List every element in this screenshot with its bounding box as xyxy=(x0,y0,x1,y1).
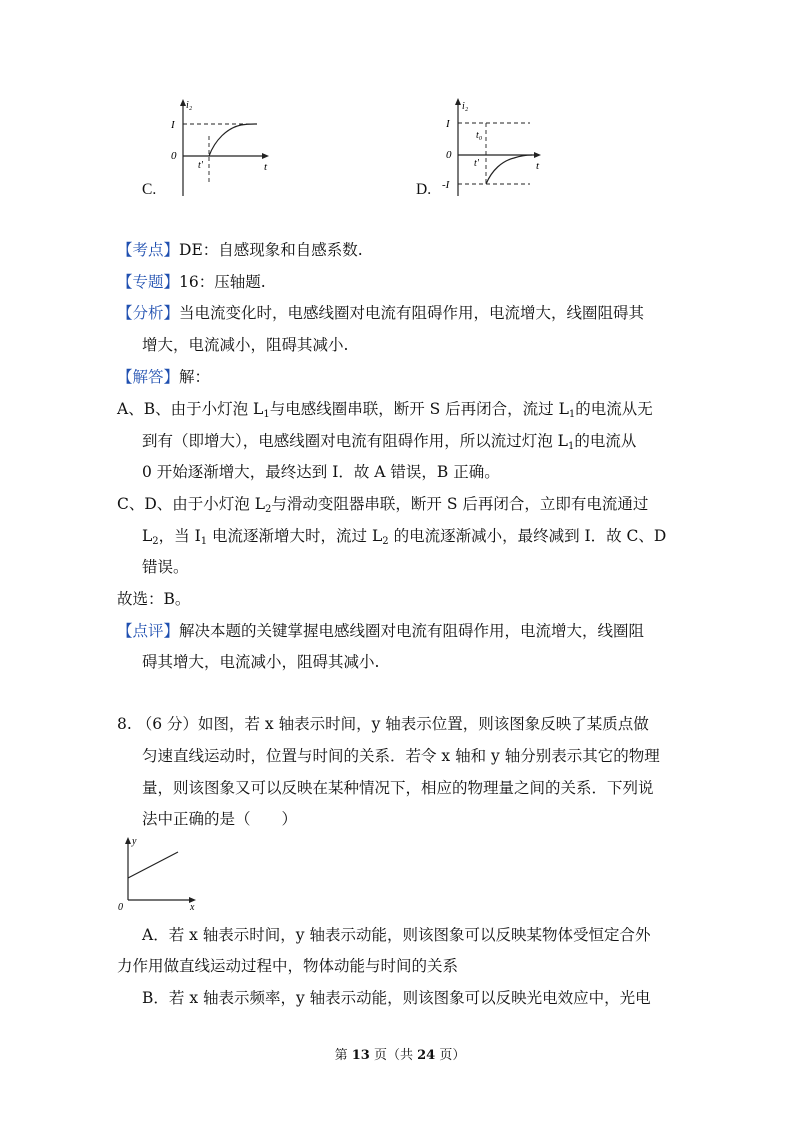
d-negI-label: -I xyxy=(442,179,450,191)
c-zero-label: 0 xyxy=(171,150,177,162)
q8-zero-label: 0 xyxy=(118,902,123,913)
ab-text-a: A、B、由于小灯泡 L xyxy=(117,400,264,418)
cd-l2-sub-3: 2 xyxy=(382,536,389,547)
ab-line-2 xyxy=(142,431,636,451)
ab-l2-text-b: 的电流从 xyxy=(574,432,637,450)
q8-line-graph xyxy=(128,852,178,878)
c-x-label: t xyxy=(264,161,268,173)
graph-d xyxy=(440,94,555,202)
d-tprime-label: t' xyxy=(474,158,479,169)
jieda-text: 解： xyxy=(179,368,211,386)
cd-text-b: 与滑动变阻器串联，断开 S 后再闭合，立即有电流通过 xyxy=(271,495,649,513)
kaodian-line xyxy=(117,240,363,260)
fenxi-line-1 xyxy=(117,303,644,323)
c-y-label: i₂ xyxy=(186,100,193,111)
footer-mid: 页（共 xyxy=(369,1048,418,1063)
cd-line-3: 错误。 xyxy=(142,558,189,576)
kaodian-text: DE：自感现象和自感系数. xyxy=(179,241,363,259)
c-x-arrow xyxy=(262,153,269,159)
cd-l2-c: 电流逐渐增大时，流过 L xyxy=(207,527,383,545)
fenxi-tag: 【分析】 xyxy=(117,304,180,322)
cd-l2-sub-1: 2 xyxy=(152,536,159,547)
q8-y-label: y xyxy=(132,836,137,847)
footer-pre: 第 xyxy=(334,1048,352,1063)
option-b-line-1: B．若 x 轴表示频率，y 轴表示动能，则该图象可以反映光电效应中，光电 xyxy=(142,989,651,1007)
d-I-label: I xyxy=(446,118,450,130)
ab-text-c: 的电流从无 xyxy=(575,400,653,418)
cd-l2-d: 的电流逐渐减小，最终减到 I．故 C、D xyxy=(388,527,667,545)
fenxi-text-1: 当电流变化时，电感线圈对电流有阻碍作用，电流增大，线圈阻碍其 xyxy=(179,304,645,322)
cd-text-a: C、D、由于小灯泡 L xyxy=(117,495,266,513)
cd-line-1 xyxy=(117,494,648,514)
c-curve xyxy=(209,124,257,156)
d-t0-label: t₀ xyxy=(476,130,483,141)
cd-l2-sub-2: 1 xyxy=(200,536,208,547)
d-zero-label: 0 xyxy=(446,149,452,161)
dianping-text-1: 解决本题的关键掌握电感线圈对电流有阻碍作用，电流增大，线圈阻 xyxy=(179,622,645,640)
cd-sub-1: 2 xyxy=(265,504,272,515)
ab-line-1 xyxy=(117,399,653,419)
ab-l2-text-a: 到有（即增大），电感线圈对电流有阻碍作用，所以流过灯泡 L xyxy=(142,432,568,450)
zhuanti-line xyxy=(117,272,266,292)
dianping-tag: 【点评】 xyxy=(117,622,180,640)
d-x-label: t xyxy=(536,160,540,172)
q8-y-arrow xyxy=(125,837,131,844)
option-a-line-1: A．若 x 轴表示时间，y 轴表示动能，则该图象可以反映某物体受恒定合外 xyxy=(142,926,651,944)
d-y-arrow xyxy=(455,98,461,105)
page-footer xyxy=(0,1044,800,1063)
dianping-line-1 xyxy=(117,621,644,641)
d-y-label: i₂ xyxy=(462,101,469,112)
zhuanti-text: 16：压轴题. xyxy=(179,273,266,291)
dianping-line-2: 碍其增大，电流减小，阻碍其减小. xyxy=(142,653,380,671)
jieda-tag: 【解答】 xyxy=(117,368,180,386)
kaodian-tag: 【考点】 xyxy=(117,241,180,259)
option-d-label: D. xyxy=(416,181,432,198)
zhuanti-tag: 【专题】 xyxy=(117,273,180,291)
q8-line-3: 量，则该图象又可以反映在某种情况下，相应的物理量之间的关系．下列说 xyxy=(142,779,654,797)
q8-line-1: 8. （6 分）如图，若 x 轴表示时间，y 轴表示位置，则该图象反映了某质点做 xyxy=(117,715,649,733)
jieda-line xyxy=(117,367,210,387)
c-tprime-label: t' xyxy=(198,160,203,171)
cd-l2-b: ，当 I xyxy=(158,527,201,545)
d-x-arrow xyxy=(534,152,541,158)
ab-sub-1: 1 xyxy=(263,409,270,420)
ab-sub-2: 1 xyxy=(568,409,576,420)
cd-l2-a: L xyxy=(142,527,153,545)
ab-text-b: 与电感线圈串联，断开 S 后再闭合，流过 L xyxy=(269,400,569,418)
footer-page-number: 13 xyxy=(351,1048,370,1063)
d-curve xyxy=(486,155,532,184)
c-I-label: I xyxy=(171,119,175,131)
graph-c xyxy=(165,96,285,200)
guxuan-line: 故选：B。 xyxy=(117,590,191,608)
q8-graph xyxy=(112,834,202,914)
footer-post: 页） xyxy=(435,1048,466,1063)
q8-line-4: 法中正确的是（ ） xyxy=(142,810,298,828)
option-c-label: C. xyxy=(142,181,157,198)
option-a-line-2: 力作用做直线运动过程中，物体动能与时间的关系 xyxy=(117,957,459,975)
ab-l2-sub: 1 xyxy=(567,441,575,452)
q8-line-2: 匀速直线运动时，位置与时间的关系．若令 x 轴和 y 轴分别表示其它的物理 xyxy=(142,747,660,765)
cd-line-2 xyxy=(142,526,666,546)
q8-x-label: x xyxy=(190,902,195,913)
footer-total-pages: 24 xyxy=(417,1048,436,1063)
fenxi-line-2: 增大，电流减小，阻碍其减小. xyxy=(142,336,349,354)
ab-line-3: 0 开始逐渐增大，最终达到 I．故 A 错误，B 正确。 xyxy=(142,463,500,481)
